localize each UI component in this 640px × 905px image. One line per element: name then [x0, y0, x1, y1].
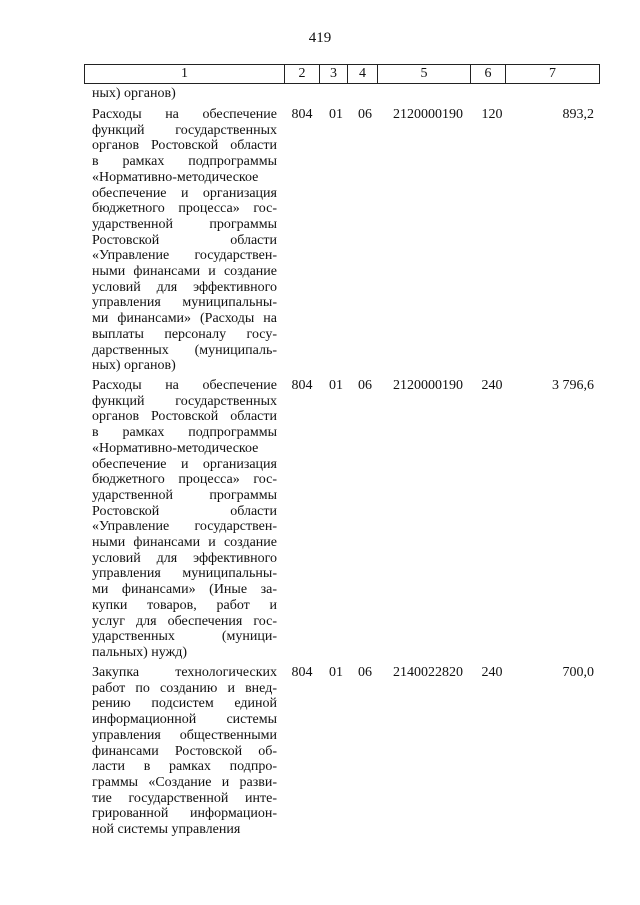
description-line: обеспечение и организация	[92, 185, 277, 201]
description-line: управления муниципальны-	[92, 295, 277, 311]
cell-c7: 3 796,6	[552, 378, 594, 393]
cell-c3: 01	[329, 665, 343, 680]
cell-c7: 893,2	[562, 107, 594, 122]
cell-c2: 804	[291, 378, 313, 393]
table-header	[84, 64, 600, 84]
description-line: ными финансами и создание	[92, 535, 277, 551]
description-line: грированной информацион-	[92, 806, 277, 822]
cell-c2: 804	[291, 107, 313, 122]
description-line: информационной системы	[92, 712, 277, 728]
header-col-1: 1	[85, 65, 285, 83]
description-line: ми финансами» (Иные за-	[92, 582, 277, 598]
description-line: «Управление государствен-	[92, 248, 277, 264]
cell-c3: 01	[329, 107, 343, 122]
description-line: дарственных (муниципаль-	[92, 342, 277, 358]
cell-c6: 120	[481, 107, 503, 122]
row-description	[92, 107, 277, 374]
description-line: «Управление государствен-	[92, 519, 277, 535]
header-col-3: 3	[320, 65, 348, 83]
description-line: управления муниципальны-	[92, 566, 277, 582]
cell-c2: 804	[291, 665, 313, 680]
description-line: в рамках подпрограммы	[92, 425, 277, 441]
description-line: ударственных (муници-	[92, 629, 277, 645]
description-line: управления общественными	[92, 727, 277, 743]
description-line: ласти в рамках подпро-	[92, 759, 277, 775]
cell-c7: 700,0	[562, 665, 594, 680]
description-line: Закупка технологических	[92, 665, 277, 680]
cell-c5: 2120000190	[393, 107, 463, 122]
continuation-text	[92, 86, 277, 102]
cell-c6: 240	[481, 378, 503, 393]
description-line: ной системы управления	[92, 822, 241, 838]
page-number: 419	[308, 30, 332, 46]
description-line: выплаты персоналу госу-	[92, 326, 277, 342]
description-line: ными финансами и создание	[92, 264, 277, 280]
description-line: граммы «Создание и разви-	[92, 774, 277, 790]
cell-c6: 240	[481, 665, 503, 680]
header-col-6: 6	[471, 65, 506, 83]
cell-c5: 2120000190	[393, 378, 463, 393]
description-line: тие государственной инте-	[92, 790, 277, 806]
description-line: ударственной программы	[92, 216, 277, 232]
description-line: функций государственных	[92, 122, 277, 138]
cell-c3: 01	[329, 378, 343, 393]
row-description	[92, 665, 277, 838]
description-line: ных) органов)	[92, 86, 176, 101]
description-line: органов Ростовской области	[92, 409, 277, 425]
header-col-2: 2	[285, 65, 320, 83]
description-line: обеспечение и организация	[92, 456, 277, 472]
cell-c4: 06	[358, 107, 372, 122]
description-line: условий для эффективного	[92, 279, 277, 295]
description-line: пальных) нужд)	[92, 644, 188, 660]
header-col-4: 4	[348, 65, 378, 83]
description-line: финансами Ростовской об-	[92, 743, 277, 759]
description-line: услуг для обеспечения гос-	[92, 613, 277, 629]
description-line: в рамках подпрограммы	[92, 154, 277, 170]
description-line: рению подсистем единой	[92, 696, 277, 712]
header-col-5: 5	[378, 65, 471, 83]
description-line: Ростовской области	[92, 232, 277, 248]
description-line: бюджетного процесса» гос-	[92, 201, 277, 217]
cell-c4: 06	[358, 378, 372, 393]
description-line: ударственной программы	[92, 487, 277, 503]
description-line: бюджетного процесса» гос-	[92, 472, 277, 488]
description-line: Расходы на обеспечение	[92, 378, 277, 393]
header-col-7: 7	[549, 66, 556, 81]
description-line: функций государственных	[92, 393, 277, 409]
description-line: «Нормативно-методическое	[92, 440, 259, 456]
description-line: Расходы на обеспечение	[92, 107, 277, 122]
description-line: ми финансами» (Расходы на	[92, 311, 277, 327]
description-line: купки товаров, работ и	[92, 597, 277, 613]
cell-c4: 06	[358, 665, 372, 680]
description-line: условий для эффективного	[92, 550, 277, 566]
cell-c5: 2140022820	[393, 665, 463, 680]
description-line: органов Ростовской области	[92, 138, 277, 154]
row-description	[92, 378, 277, 661]
description-line: ных) органов)	[92, 358, 176, 374]
description-line: Ростовской области	[92, 503, 277, 519]
description-line: работ по созданию и внед-	[92, 680, 277, 696]
description-line: «Нормативно-методическое	[92, 169, 259, 185]
